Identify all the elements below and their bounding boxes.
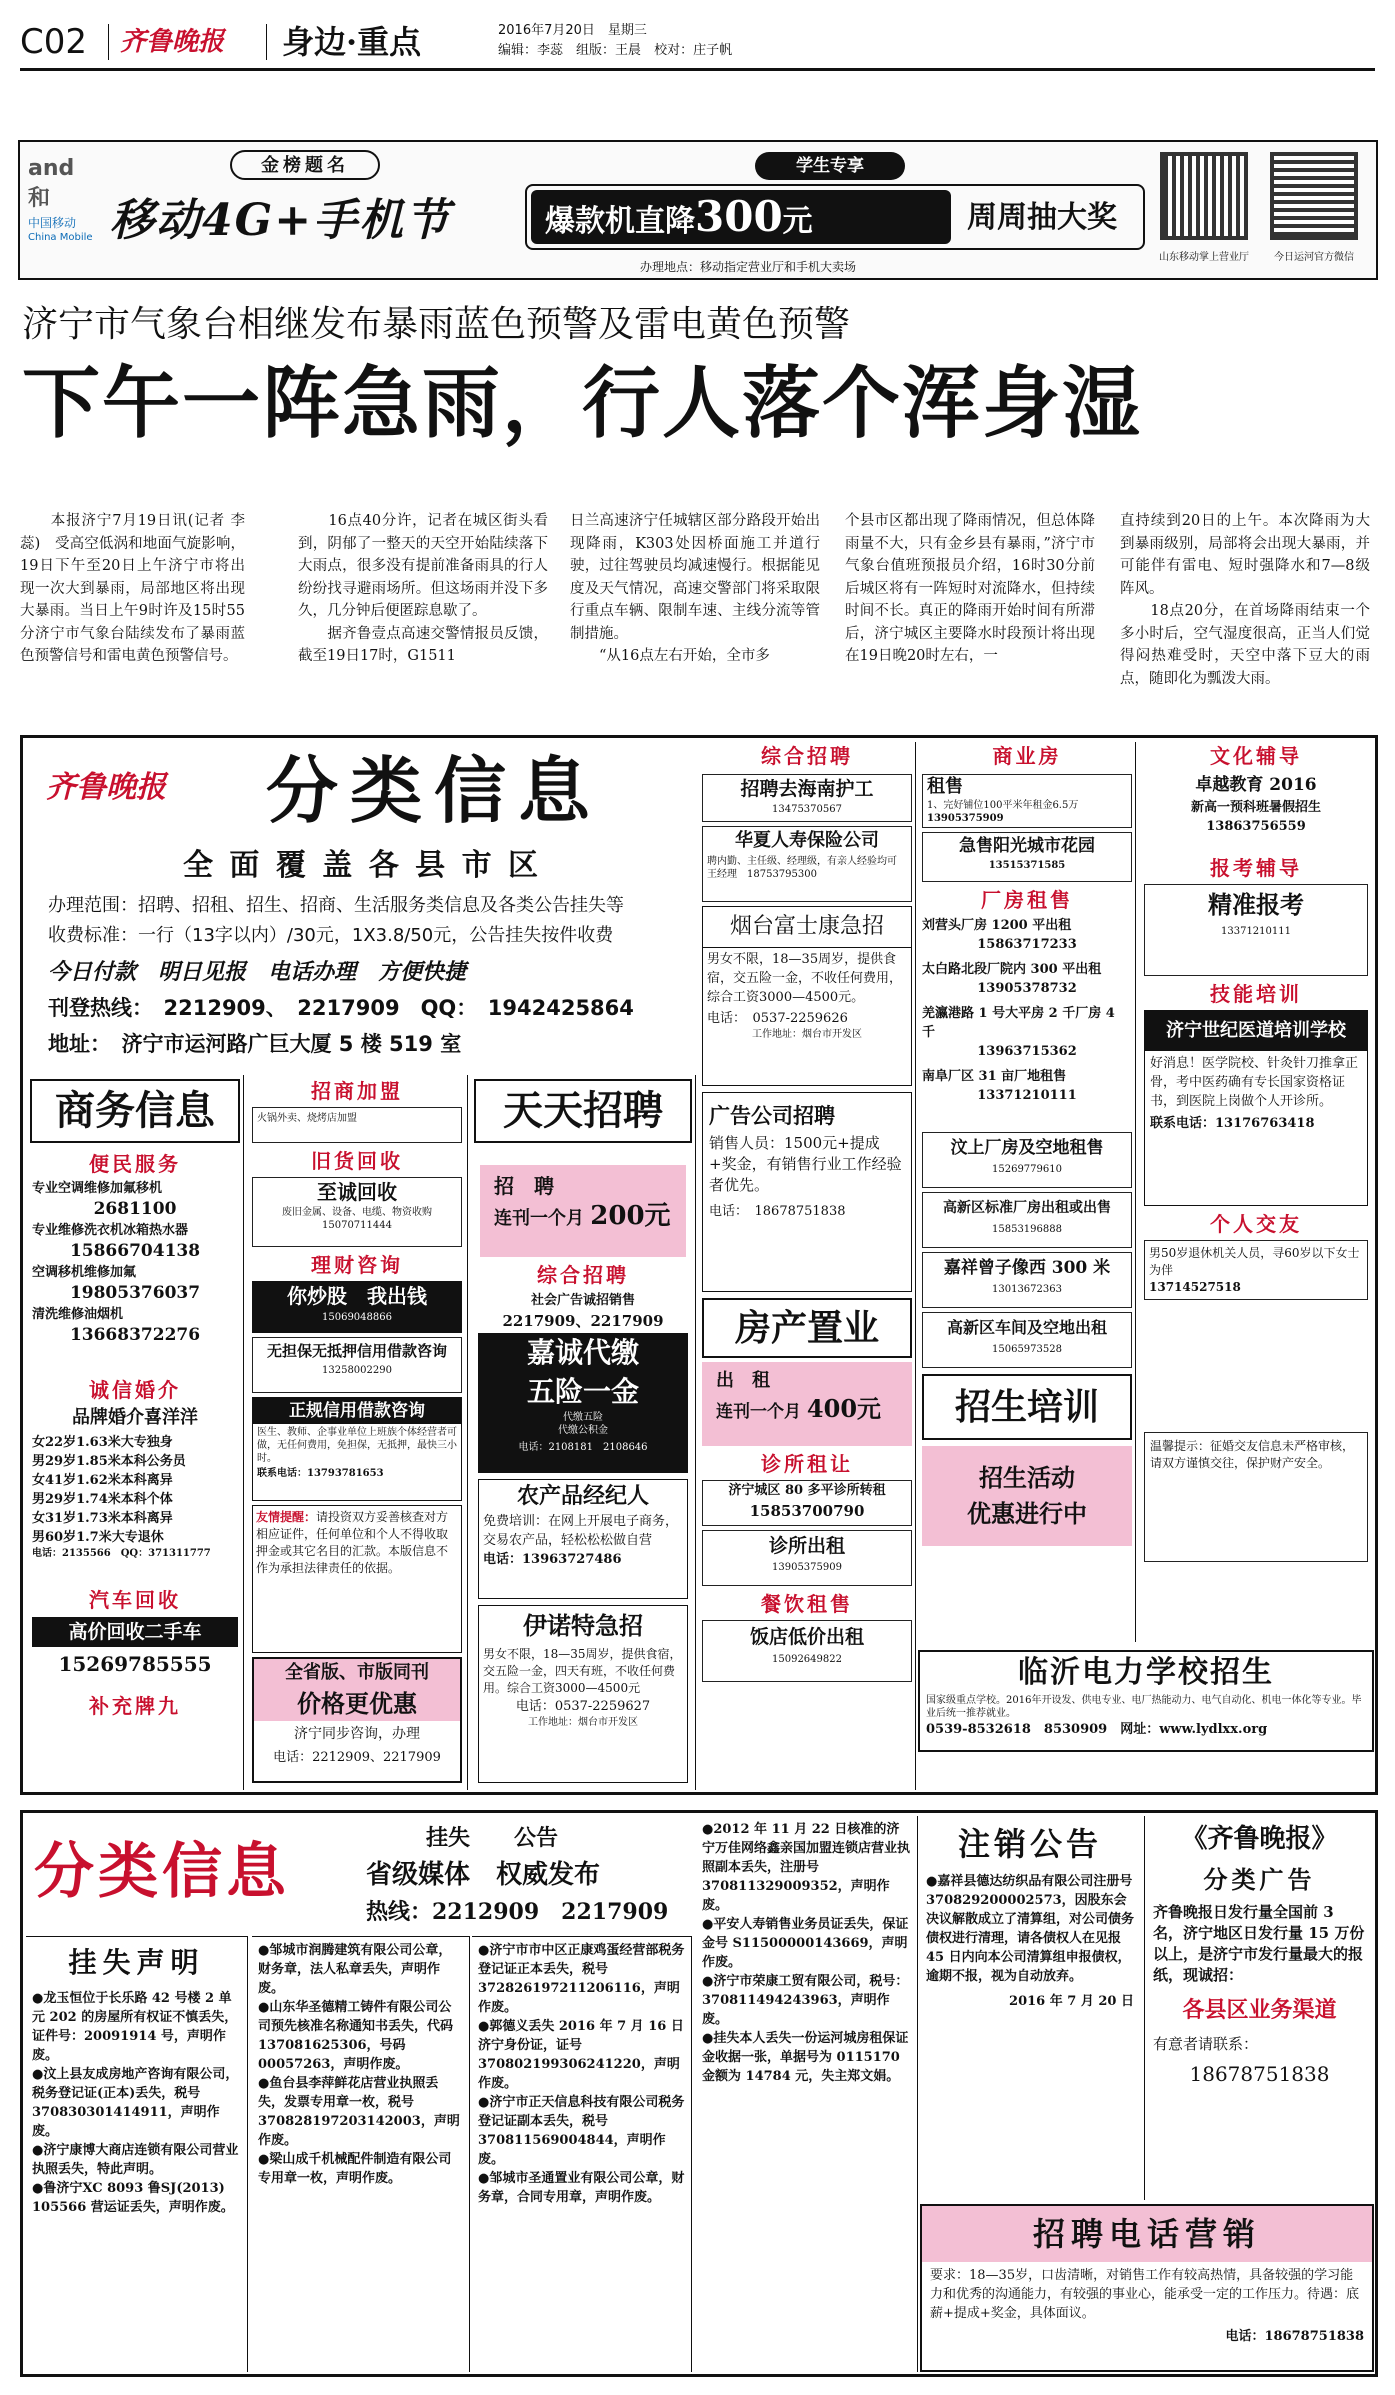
match-tel: 电话：2135566 QQ：371311777 [32,1548,211,1559]
header-divider2 [266,24,267,60]
power-body: 国家级重点学校。2016年开设发、供电专业、电厂热能动力、电气自动化、机电一体化等专业。毕业后统一推荐就业。 [926,1695,1362,1719]
classified-masthead [26,742,698,1072]
brand-en: China Mobile [28,232,93,243]
jobs-column [698,742,916,1790]
plant-tel: 13371210111 [977,1088,1077,1103]
school-pink-box [922,1446,1132,1546]
agent-tel: 2217909、2217909 [502,1312,664,1330]
clinic2-tel: 13905375909 [772,1562,842,1573]
clinic-heading: 诊所租让 [761,1452,853,1476]
r2-box [922,832,1132,882]
designer: 组版：王晨 [576,43,642,58]
conv-item: 空调移机维修加氟 [32,1265,137,1280]
header-rule [20,68,1375,71]
power-tel [920,1720,1372,1739]
skill-heading: 技能培训 [1210,982,1302,1006]
old-tel: 15070711444 [322,1220,392,1231]
lower-media: 省级媒体 权威发布 [366,1860,601,1890]
promo-number: 300 [695,192,783,241]
weekday: 星期三 [607,23,647,38]
masthead-subtitle: 全 面 覆 盖 各 县 市 区 [182,848,542,883]
house-heading: 房产置业 [702,1298,912,1358]
invest-box: 火锅外卖、烧烤店加盟 [252,1107,462,1143]
price-ad-line3: 济宁同步咨询，办理 [294,1726,420,1742]
article-col-5: 直持续到20日的上午。本次降雨为大到暴雨级别，局部将会出现大暴雨，并可能伴有雷电、短时强降水和7—8级阵风。 18点20分，在首场降雨结束一个多小时后，空气湿度很高，正当人们觉得闷热难受时，天空中落下豆大的雨点，随即化为瓢泼大雨。 [1120,513,1370,687]
adco-body: 销售人员：1500元+提成+奖金，有销售行业工作经验者优先。 [709,1134,902,1194]
masthead-fee: 收费标准：一行（13字以内）/30元，1X3.8/50元，公告挂失按件收费 [48,925,614,946]
loan-title: 无担保无抵押信用借款咨询 [266,1342,447,1360]
masthead-slogan: 今日付款 明日见报 电话办理 方便快捷 [48,959,467,985]
article-subtitle: 济宁市气象台相继发布暴雨蓝色预警及雷电黄色预警 [22,304,851,345]
money-heading: 理财咨询 [311,1253,403,1277]
p8-tel: 15065973528 [992,1344,1062,1355]
ins-title: 华夏人寿保险公司 [735,830,879,851]
date: 2016年7月20日 [498,23,595,38]
edu-box [1144,772,1368,852]
credit-title: 正规信用借款咨询 [253,1398,461,1424]
invest-heading: 招商加盟 [311,1079,403,1103]
power-school-ad [918,1650,1374,1752]
car-tel: 15269785555 [58,1652,212,1676]
alert-body: 请投资双方妥善核查对方相应证件，任何单位和个人不得收取押金或其它名目的汇款。本版信息不作为承担法律责任的依据。 [256,1510,449,1575]
match-heading: 诚信婚介 [89,1378,181,1402]
lower-masthead [26,1816,688,1936]
insurance-box [702,826,912,902]
p8-title: 高新区车间及空地出租 [946,1318,1107,1337]
adco-tel: 电话： 18678751838 [709,1204,846,1219]
masthead-scope: 办理范围：招聘、招租、招生、招商、生活服务类信息及各类公告挂失等 [48,895,624,916]
masthead-hotline: 刊登热线： 2212909、 2217909 QQ： 1942425864 [48,996,634,1020]
article-col-4: 个县市区都出现了降雨情况，但总体降雨量不大，只有金乡县有暴雨，”济宁市气象台值班预报员介绍，16时30分前后城区将有一阵短时对流降水，但持续时间不长。真正的降雨开始时间有所滞后，济宁城区主要降水时段预计将出现在19日晚20时左右，一 [845,513,1095,664]
money-box [252,1281,462,1333]
p6-title: 高新区标准厂房出租或出售 [943,1200,1111,1216]
farm-tel: 电话：13963727486 [483,1552,622,1567]
alert-title: 友情提醒： [256,1510,317,1524]
plant-item: 南阜厂区 31 亩厂地租售 [922,1069,1067,1084]
nurse-tel: 13475370567 [772,804,842,815]
page-number: C02 [20,22,88,62]
price-ad-line2: 价格更优惠 [254,1687,460,1721]
match-item: 男29岁1.74米本科个体 [32,1492,173,1507]
food-heading: 餐饮租售 [761,1592,853,1616]
edu-title: 卓越教育 2016 [1195,775,1317,795]
adco-box [702,1092,912,1292]
match-item: 女22岁1.63米大专独身 [32,1435,173,1450]
issue-date [498,22,647,40]
cancel-body: ●嘉祥县德达纺织品有限公司注册号 370829200002573，因股东会决议解散成立了清算组，对公司债务债权进行清理，请各债权人在见报 45 日内向本公司清算组申报债权，逾期不报，视为自动放弃。 [926,1874,1135,1984]
power-tel-num: 0539-8532618 8530909 [926,1722,1108,1737]
exam-box [1144,884,1368,976]
student-tag: 学生专享 [755,152,905,180]
qlwb-sub: 分类广告 [1203,1865,1316,1894]
agent-title: 社会广告诚招销售 [530,1293,635,1308]
pink-line2 [480,1201,686,1234]
paper-name: 齐鲁晚报 [120,27,225,57]
pink-line1: 招 聘 [494,1174,554,1198]
article-col-2: 16点40分许，记者在城区街头看到，阴郁了一整天的天空开始陆续落下大雨点，很多没有提前准备雨具的行人纷纷找寻避雨场所。但这场雨并没下多久，几分钟后便匿踪息歇了。 据齐鲁壹点高速交警情报员反馈，截至19日17时，G1511 [298,513,548,664]
promo-left [531,190,951,244]
brand-and: and和 [28,156,75,211]
pink-price: 200元 [590,1201,671,1231]
brand-cm: 中国移动 [28,216,77,230]
ac-ad [918,1754,1374,1790]
lower-col-1 [26,1936,248,2372]
masthead-title: 分类信息 [266,748,603,833]
c3-heading: 综合招聘 [761,744,853,768]
telesales-body: 要求：18—35岁，口齿清晰，对销售工作有较高热情，具备较强的学习能力和优秀的沟通能力，有较强的事业心，能承受一定的工作压力。待遇：底薪+提成+奖金，具体面议。 [930,2268,1360,2321]
match-item: 女31岁1.73米本科离异 [32,1511,173,1526]
header-divider [108,24,109,60]
proofreader: 校对：庄子帆 [654,43,733,58]
skill-title: 济宁世纪医道培训学校 [1145,1011,1367,1051]
plant-item: 太白路北段厂院内 300 平出租 [922,962,1102,977]
yt-tel: 电话： 0537-2259626 [707,1011,848,1026]
price-ad-tel: 电话：2212909、2217909 [273,1750,441,1765]
skill-box [1144,1010,1368,1206]
nurse-title: 招聘去海南护工 [740,778,874,800]
exam-tel: 13371210111 [1221,926,1291,937]
personal-body: 男50岁退休机关人员，寻60岁以下女士为伴 [1149,1246,1360,1277]
p7-box [922,1252,1132,1308]
p6-box [922,1192,1132,1248]
edu-body: 新高一预科班暑假招生 [1190,800,1321,815]
masthead-address: 地址： 济宁市运河路广巨大厦 5 楼 519 室 [48,1032,462,1056]
match-item: 男60岁1.7米大专退休 [32,1530,164,1545]
article-headline: 下午一阵急雨，行人落个浑身湿 [22,359,1143,449]
conv-tel: 13668372276 [69,1325,201,1345]
alert-box [252,1505,462,1653]
property-column [918,742,1136,1642]
ins-body: 聘内勤、主任级、经理级，有亲人经验均可 [707,856,897,867]
yt-body: 男女不限，18—35周岁，提供食宿，交五险一金，不收任何费用，综合工资3000—4500元。 [707,952,903,1005]
loan-box [252,1337,462,1393]
warn-box: 温馨提示：征婚交友信息未严格审核，请双方谨慎交往，保护财产安全。 [1144,1432,1368,1562]
section-name: 身边·重点 [282,23,422,61]
social-s1: 代缴五险 [563,1412,603,1423]
yinuo-box [478,1605,688,1783]
staff-line [498,42,732,60]
lost-heading: 挂失声明 [68,1946,205,1979]
house-pink-1: 出 租 [716,1370,770,1391]
r2-title: 急售阳光城市花园 [959,836,1095,856]
credit-box [252,1397,462,1501]
trans-heading: 补充牌九 [89,1694,181,1718]
conv-item: 清洗维修油烟机 [32,1307,124,1322]
ins-tel: 王经理 18753795300 [707,869,817,880]
article-col-3: 日兰高速济宁任城辖区部分路段开始出现降雨，K303处因桥面施工并道行驶，过往驾驶员均减速慢行。根据能见度及天气情况，高速交警部门将采取限行重点车辆、限制车速、主线分流等管制措施。 “从16点左右开始，全市多 [570,513,820,664]
conv-tel: 19805376037 [69,1283,201,1303]
qr-label-2: 今日运河官方微信 [1274,252,1354,263]
money-tel: 15069048866 [322,1312,392,1323]
lower-col-2: ●邹城市润腾建筑有限公司公章，财务章，法人私章丢失，声明作废。 ●山东华圣德精工铸件有限公司公司预先核准名称通知书丢失，代码 137081625306，号码 00057263，声明作废。 ●鱼台县李萍鲜花店营业执照丢失，发票专用章一枚，税号 370828197203142003，声明作废。 ●梁山成千机械配件制造有限公司专用章一枚，声明作废。 [252,1936,470,2372]
r1-title: 租售 [927,776,963,797]
match-list [32,1433,238,1560]
plant-item: 刘营头厂房 1200 平出租 [922,918,1072,933]
nurse-box [702,774,912,822]
personal-box [1144,1240,1368,1300]
social-box [478,1333,688,1473]
clinic2-title: 诊所出租 [768,1535,845,1557]
food-box [702,1620,912,1682]
house-pink-box [702,1362,912,1446]
exam-title: 精准报考 [1208,890,1304,919]
p5-title: 汶上厂房及空地租售 [950,1138,1104,1158]
recruit-pink-box [480,1165,686,1257]
exam-heading: 报考辅导 [1210,856,1302,880]
conv-item: 专业维修洗衣机冰箱热水器 [32,1223,189,1238]
house-pink-price: 400元 [806,1394,882,1423]
social-sub: 五险一金 [526,1375,639,1408]
power-title: 临沂电力学校招生 [1018,1655,1274,1690]
house-pink-2 [702,1394,912,1427]
conv-item: 专业空调维修加氟移机 [32,1181,163,1196]
biz-heading: 商务信息 [30,1079,240,1143]
p7-tel: 13013672363 [992,1284,1062,1295]
credit-tel: 联系电话：13793781653 [257,1468,384,1479]
lower-col-4: ●2012 年 11 月 22 日核准的济宁万佳网络鑫亲国加盟连锁店营业执照副本丢失，注册号 370811329009352，声明作废。 ●平安人寿销售业务员证丢失，保证金号 S11500000143669，声明作废。 ●济宁市荣康工贸有限公司，税号：370811494243963，声明作废。 ●挂失本人丢失一份运河城房租保证金收据一张，单据号为 0115170 金额为 14784 元，失主郑文娟。 [696,1816,918,2372]
yinuo-title: 伊诺特急招 [523,1611,643,1640]
p8-box [922,1312,1132,1368]
qr-code-1 [1160,152,1248,240]
r1-box [922,774,1132,828]
match-item: 女41岁1.62米本科离异 [32,1473,173,1488]
match-title: 品牌婚介喜洋洋 [72,1407,198,1428]
qlwb-contact: 有意者请联系： [1153,2035,1259,2053]
edu-tel: 13863756559 [1206,819,1306,834]
skill-body: 好消息！医学院校、针灸针刀推拿正骨，考中医药确有专长国家资格证书，到医院上岗做个人开诊所。 [1150,1056,1359,1109]
price-ad-box [252,1657,462,1783]
r1-body: 1、完好铺位100平米年租金6.5万 [927,800,1079,811]
cancel-notice [920,1816,1140,2200]
match-item: 男29岁1.85米本科公务员 [32,1454,186,1469]
pink-period: 连刊一个月 [494,1208,584,1229]
article-col-1: 本报济宁7月19日讯(记者 李蕊) 受高空低涡和地面气旋影响，19日下午至20日上午济宁市将出现一次大到暴雨，局部地区将出现大暴雨。当日上午9时许及15时55分济宁市气象台陆续发布了暴雨蓝色预警信号和雷电黄色预警信号。 [20,513,245,664]
lost-list-1: ●龙玉恒位于长乐路 42 号楼 2 单元 202 的房屋所有权证不慎丢失，证件号：20091914 号，声明作废。 ●汶上县友成房地产咨询有限公司，税务登记证(正本)丢失，税号 370830301414911，声明作废。 ●济宁康博大商店连锁有限公司营业执照丢失，特此声明。 ●鲁济宁XC 8093 鲁SJ(2013) 105566 营运证丢失，声明作废。 [32,1991,239,2215]
credit-body: 医生、教师、企事业单位上班族个体经营者可做，无任何费用，免担保，无抵押，最快三小时。 [257,1427,457,1464]
yinuo-addr: 工作地址：烟台市开发区 [528,1717,638,1728]
left-column [26,1075,244,1790]
car-title: 高价回收二手车 [32,1617,238,1647]
training-column [1138,742,1374,1642]
personal-heading: 个人交友 [1210,1212,1302,1236]
general-heading: 综合招聘 [537,1263,629,1287]
yantai-box [702,906,912,1086]
food-tel: 15092649822 [772,1654,842,1665]
lower-title: 分类信息 [34,1837,290,1907]
conv-tel: 15866704138 [69,1241,201,1261]
qlwb-big: 各县区业务渠道 [1182,1997,1337,2023]
plant-list [922,916,1132,1111]
clinic-tel: 15853700790 [749,1502,865,1520]
house-pink-period: 连刊一个月 [716,1402,801,1422]
masthead-logo: 齐鲁晚报 [46,770,166,805]
lower-notice: 挂失 公告 [426,1825,559,1851]
p5-tel: 15269779610 [992,1164,1062,1175]
lower-hotline: 热线：2212909 2217909 [366,1899,669,1925]
farm-body: 免费培训：在网上开展电子商务，交易农产品，轻松松松做自营 [483,1514,679,1548]
adco-title: 广告公司招聘 [709,1103,835,1128]
c4-heading: 商业房 [992,744,1062,768]
old-box [252,1177,462,1247]
clinic-text: 济宁城区 80 多平诊所转租 [728,1483,886,1498]
qr-label-1: 山东移动掌上营业厅 [1159,252,1249,263]
page-header [20,18,1375,70]
old-body: 废旧金属、设备、电缆、物资收购 [282,1207,432,1218]
conv-heading: 便民服务 [89,1152,181,1176]
yinuo-body: 男女不限，18—35周岁，提供食宿，交五险一金，四天有班，不收任何费用。综合工资3000—4500元 [483,1647,682,1695]
qlwb-ad [1144,1816,1374,2200]
promo-text-a: 爆款机直降 [545,204,695,239]
food-title: 饭店低价出租 [749,1626,864,1648]
telesales-title: 招聘电话营销 [922,2206,1372,2262]
old-title: 至诚回收 [317,1180,397,1204]
school-pink-2: 优惠进行中 [967,1499,1087,1528]
loan-tel: 13258002290 [322,1365,392,1376]
power-web: 网址：www.lydlxx.org [1120,1722,1268,1737]
farm-title: 农产品经纪人 [516,1483,649,1509]
promo-unit: 元 [782,204,813,239]
conv-tel: 2681100 [93,1199,177,1219]
p6-tel: 15853196888 [992,1224,1062,1235]
car-heading: 汽车回收 [89,1588,181,1612]
yinuo-tel: 电话：0537-2259627 [515,1699,651,1714]
qr-code-2 [1270,152,1358,240]
qlwb-body: 齐鲁晚报日发行量全国前 3 名，济宁地区日发行量 15 万份以上，是济宁市发行量最大的报纸，现诚招： [1153,1903,1365,1984]
promo-box [525,184,1145,250]
plant-tel: 15863717233 [977,937,1077,952]
school-heading: 招生培训 [922,1374,1132,1440]
mobile-banner-ad [18,140,1378,280]
personal-tel: 13714527518 [1149,1280,1241,1294]
qlwb-title: 《齐鲁晚报》 [1181,1824,1338,1854]
plant-tel: 13963715362 [977,1044,1077,1059]
china-mobile-logo [26,152,96,267]
yt-title: 烟台富士康急招 [703,907,911,948]
plant-heading: 厂房租售 [981,888,1073,912]
plant-tel: 13905378732 [977,981,1077,996]
qlwb-tel: 18678751838 [1189,2062,1330,2086]
money-title: 你炒股 我出钱 [287,1284,427,1308]
conv-list [32,1179,238,1347]
clinic2-box [702,1530,912,1586]
clinic-box [702,1480,912,1526]
recruit-heading: 天天招聘 [474,1079,692,1143]
telesales-tel: 电话：18678751838 [1225,2329,1364,2344]
yt-addr: 工作地址：烟台市开发区 [752,1029,862,1040]
jinbang-tag: 金榜题名 [230,150,380,180]
plant-item: 羌瀛港路 1 号大平房 2 千厂房 4 千 [922,1006,1115,1040]
skill-tel: 联系电话：13176763418 [1150,1116,1315,1131]
social-s2: 代缴公积金 [558,1425,608,1436]
p5-box [922,1132,1132,1188]
farm-box [478,1479,688,1599]
mid-column [246,1075,468,1790]
cancel-date: 2016 年 7 月 20 日 [1009,1994,1134,2009]
promo-b: 周周抽大奖 [967,200,1117,235]
r2-tel: 13515371585 [988,860,1066,871]
school-pink-1: 招生活动 [979,1463,1075,1492]
social-title: 嘉诚代缴 [526,1336,639,1369]
telesales-ad [920,2204,1374,2372]
cancel-heading: 注销公告 [957,1825,1102,1863]
old-heading: 旧货回收 [311,1149,403,1173]
price-ad-line1: 全省版、市版同刊 [254,1659,460,1687]
c5-heading: 文化辅导 [1210,744,1302,768]
p7-title: 嘉祥曾子像西 300 米 [943,1258,1111,1278]
lower-col-3: ●济宁市市中区正康鸡蛋经营部税务登记证正本丢失，税号 372826197211206116，声明作废。 ●郭德义丢失 2016 年 7 月 16 日济宁身份证，证号 370802199306241220，声明作废。 ●济宁市正天信息科技有限公司税务登记证副本丢失，税号 370811569004844，声明作废。 ●邹城市圣通置业有限公司公章，财务章，合同专用章，声明作废。 [472,1936,692,2372]
promo-note: 办理地点：移动指定营业厅和手机大卖场 [640,260,857,274]
r1-tel: 13905375909 [927,813,1004,824]
social-tel: 电话：2108181 2108646 [518,1442,648,1453]
recruit-column [470,1075,696,1790]
editor: 编辑：李蕊 [498,43,564,58]
festival-title: 移动4G+手机节 [110,195,452,246]
